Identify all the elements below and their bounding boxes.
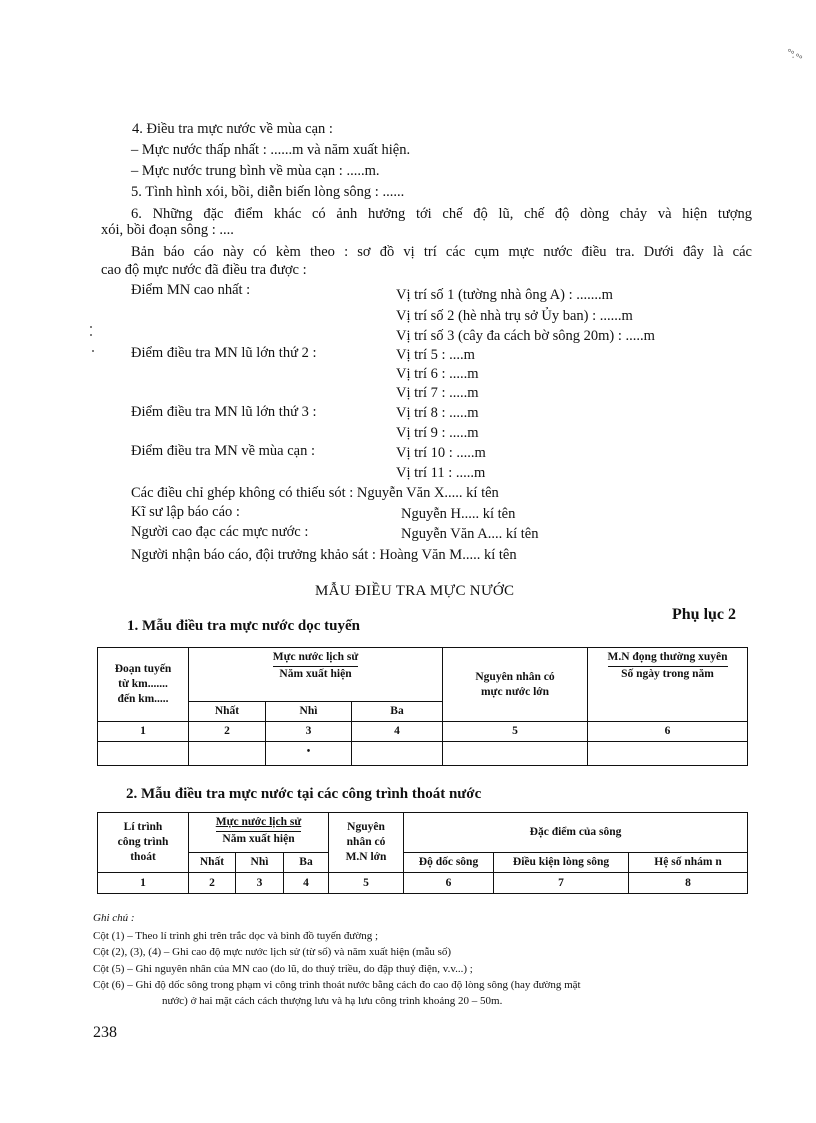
corner-mark: °°.°° [784,46,805,64]
appendix-label: Phụ lục 2 [672,606,737,623]
empty-cell [189,742,266,766]
note-line: Cột (6) – Ghi độ dốc sông trong phạm vi công trình thoát nước bằng cách đo cao độ lòng sông (hay đường mặt [93,979,581,991]
th-river-slope: Độ dốc sông [404,853,494,873]
point-value: Vị trí 8 : .....m [396,405,479,421]
empty-cell [443,742,588,766]
th-first: Nhất [189,853,236,873]
point-label: Điểm điều tra MN lũ lớn thứ 2 : [131,345,317,361]
th-second: Nhì [236,853,284,873]
note-line: Cột (1) – Theo lí trình ghi trên trắc dọc và bình đồ tuyến đường ; [93,930,378,942]
col-number: 1 [98,722,189,742]
table2-heading: 2. Mẫu điều tra mực nước tại các công trình thoát nước [126,786,482,802]
text-line: Bản báo cáo này có kèm theo : sơ đồ vị trí các cụm mực nước điều tra. Dưới đây là các [131,244,752,260]
scan-speck [92,350,94,352]
text-line: 6. Những đặc điểm khác có ảnh hưởng tới chế độ lũ, chế độ dòng chảy và hiện tượng [131,206,752,222]
signature-label: Người cao đạc các mực nước : [131,524,309,540]
empty-cell [98,742,189,766]
th-second: Nhì [266,702,352,722]
text-line: 4. Điều tra mực nước về mùa cạn : [132,121,333,137]
text-line: 5. Tình hình xói, bồi, diễn biến lòng sông : ...... [131,184,405,200]
signature-line: Các điều chỉ ghép không có thiếu sót : Nguyễn Văn X..... kí tên [131,485,499,501]
note-line: Cột (2), (3), (4) – Ghi cao độ mực nước lịch sử (từ số) và năm xuất hiện (mẫu số) [93,946,452,958]
col-number: 5 [443,722,588,742]
scan-speck [90,334,92,336]
th-route-segment: Đoạn tuyến từ km....... đến km..... [98,648,189,722]
text-line: – Mực nước trung bình về mùa cạn : .....m. [131,163,380,179]
th-third: Ba [352,702,443,722]
page-number: 238 [93,1024,117,1041]
signature-label: Kĩ sư lập báo cáo : [131,504,240,520]
point-value: Vị trí 5 : ....m [396,347,475,363]
table-water-level-drainage [97,812,748,894]
th-cause: Nguyên nhân có M.N lớn [329,813,404,873]
col-number: 3 [236,873,284,894]
text-line: – Mực nước thấp nhất : ......m và năm xuất hiện. [131,142,411,158]
signature-value: Nguyễn H..... kí tên [401,506,516,522]
col-number: 1 [98,873,189,894]
col-number: 4 [284,873,329,894]
col-number: 8 [629,873,748,894]
note-line: Cột (5) – Ghi nguyên nhân của MN cao (do lũ, do thuỷ triều, do đập thuỷ điện, v.v...) ; [93,963,473,975]
col-number: 3 [266,722,352,742]
col-number: 5 [329,873,404,894]
point-value: Vị trí số 1 (tường nhà ông A) : .......m [396,287,613,303]
text-line: xói, bồi đoạn sông : .... [101,222,234,238]
point-label: Điểm điều tra MN lũ lớn thứ 3 : [131,404,317,420]
col-number: 2 [189,873,236,894]
point-value: Vị trí 6 : .....m [396,366,479,382]
table1-heading: 1. Mẫu điều tra mực nước dọc tuyến [127,618,360,634]
col-number: 6 [404,873,494,894]
signature-line: Người nhận báo cáo, đội trưởng khảo sát : Hoàng Văn M..... kí tên [131,547,517,563]
section-title: MẪU ĐIỀU TRA MỰC NƯỚC [315,583,515,599]
empty-cell [352,742,443,766]
point-value: Vị trí số 2 (hè nhà trụ sở Ủy ban) : ......m [396,308,633,324]
th-historic-level: Mực nước lịch sử Năm xuất hiện [189,813,329,853]
th-standing-water: M.N đọng thường xuyên Số ngày trong năm [588,648,748,722]
th-first: Nhất [189,702,266,722]
col-number: 6 [588,722,748,742]
th-cause: Nguyên nhân có mực nước lớn [443,648,588,722]
signature-value: Nguyễn Văn A.... kí tên [401,526,539,542]
scan-speck [90,326,92,328]
text-line: cao độ mực nước đã điều tra được : [101,262,307,278]
point-value: Vị trí 9 : .....m [396,425,479,441]
point-value: Vị trí 11 : .....m [396,465,486,481]
th-chainage: Lí trình công trình thoát [98,813,189,873]
note-line: nước) ở hai mặt cách cách thượng lưu và hạ lưu công trình khoảng 20 – 50m. [162,995,503,1007]
col-number: 7 [494,873,629,894]
point-value: Vị trí 10 : .....m [396,445,486,461]
dot-cell: • [266,742,352,766]
point-value: Vị trí 7 : .....m [396,385,479,401]
table-water-level-along-route [97,647,748,766]
point-value: Vị trí số 3 (cây đa cách bờ sông 20m) : .....m [396,328,655,344]
th-bed-condition: Điều kiện lòng sông [494,853,629,873]
notes-title: Ghi chú : [93,912,135,924]
th-third: Ba [284,853,329,873]
point-label: Điểm MN cao nhất : [131,282,251,298]
point-label: Điểm điều tra MN về mùa cạn : [131,443,316,459]
col-number: 2 [189,722,266,742]
th-roughness: Hệ số nhám n [629,853,748,873]
th-historic-level: Mực nước lịch sử Năm xuất hiện [189,648,443,702]
col-number: 4 [352,722,443,742]
empty-cell [588,742,748,766]
th-river-features: Đặc điểm của sông [404,813,748,853]
